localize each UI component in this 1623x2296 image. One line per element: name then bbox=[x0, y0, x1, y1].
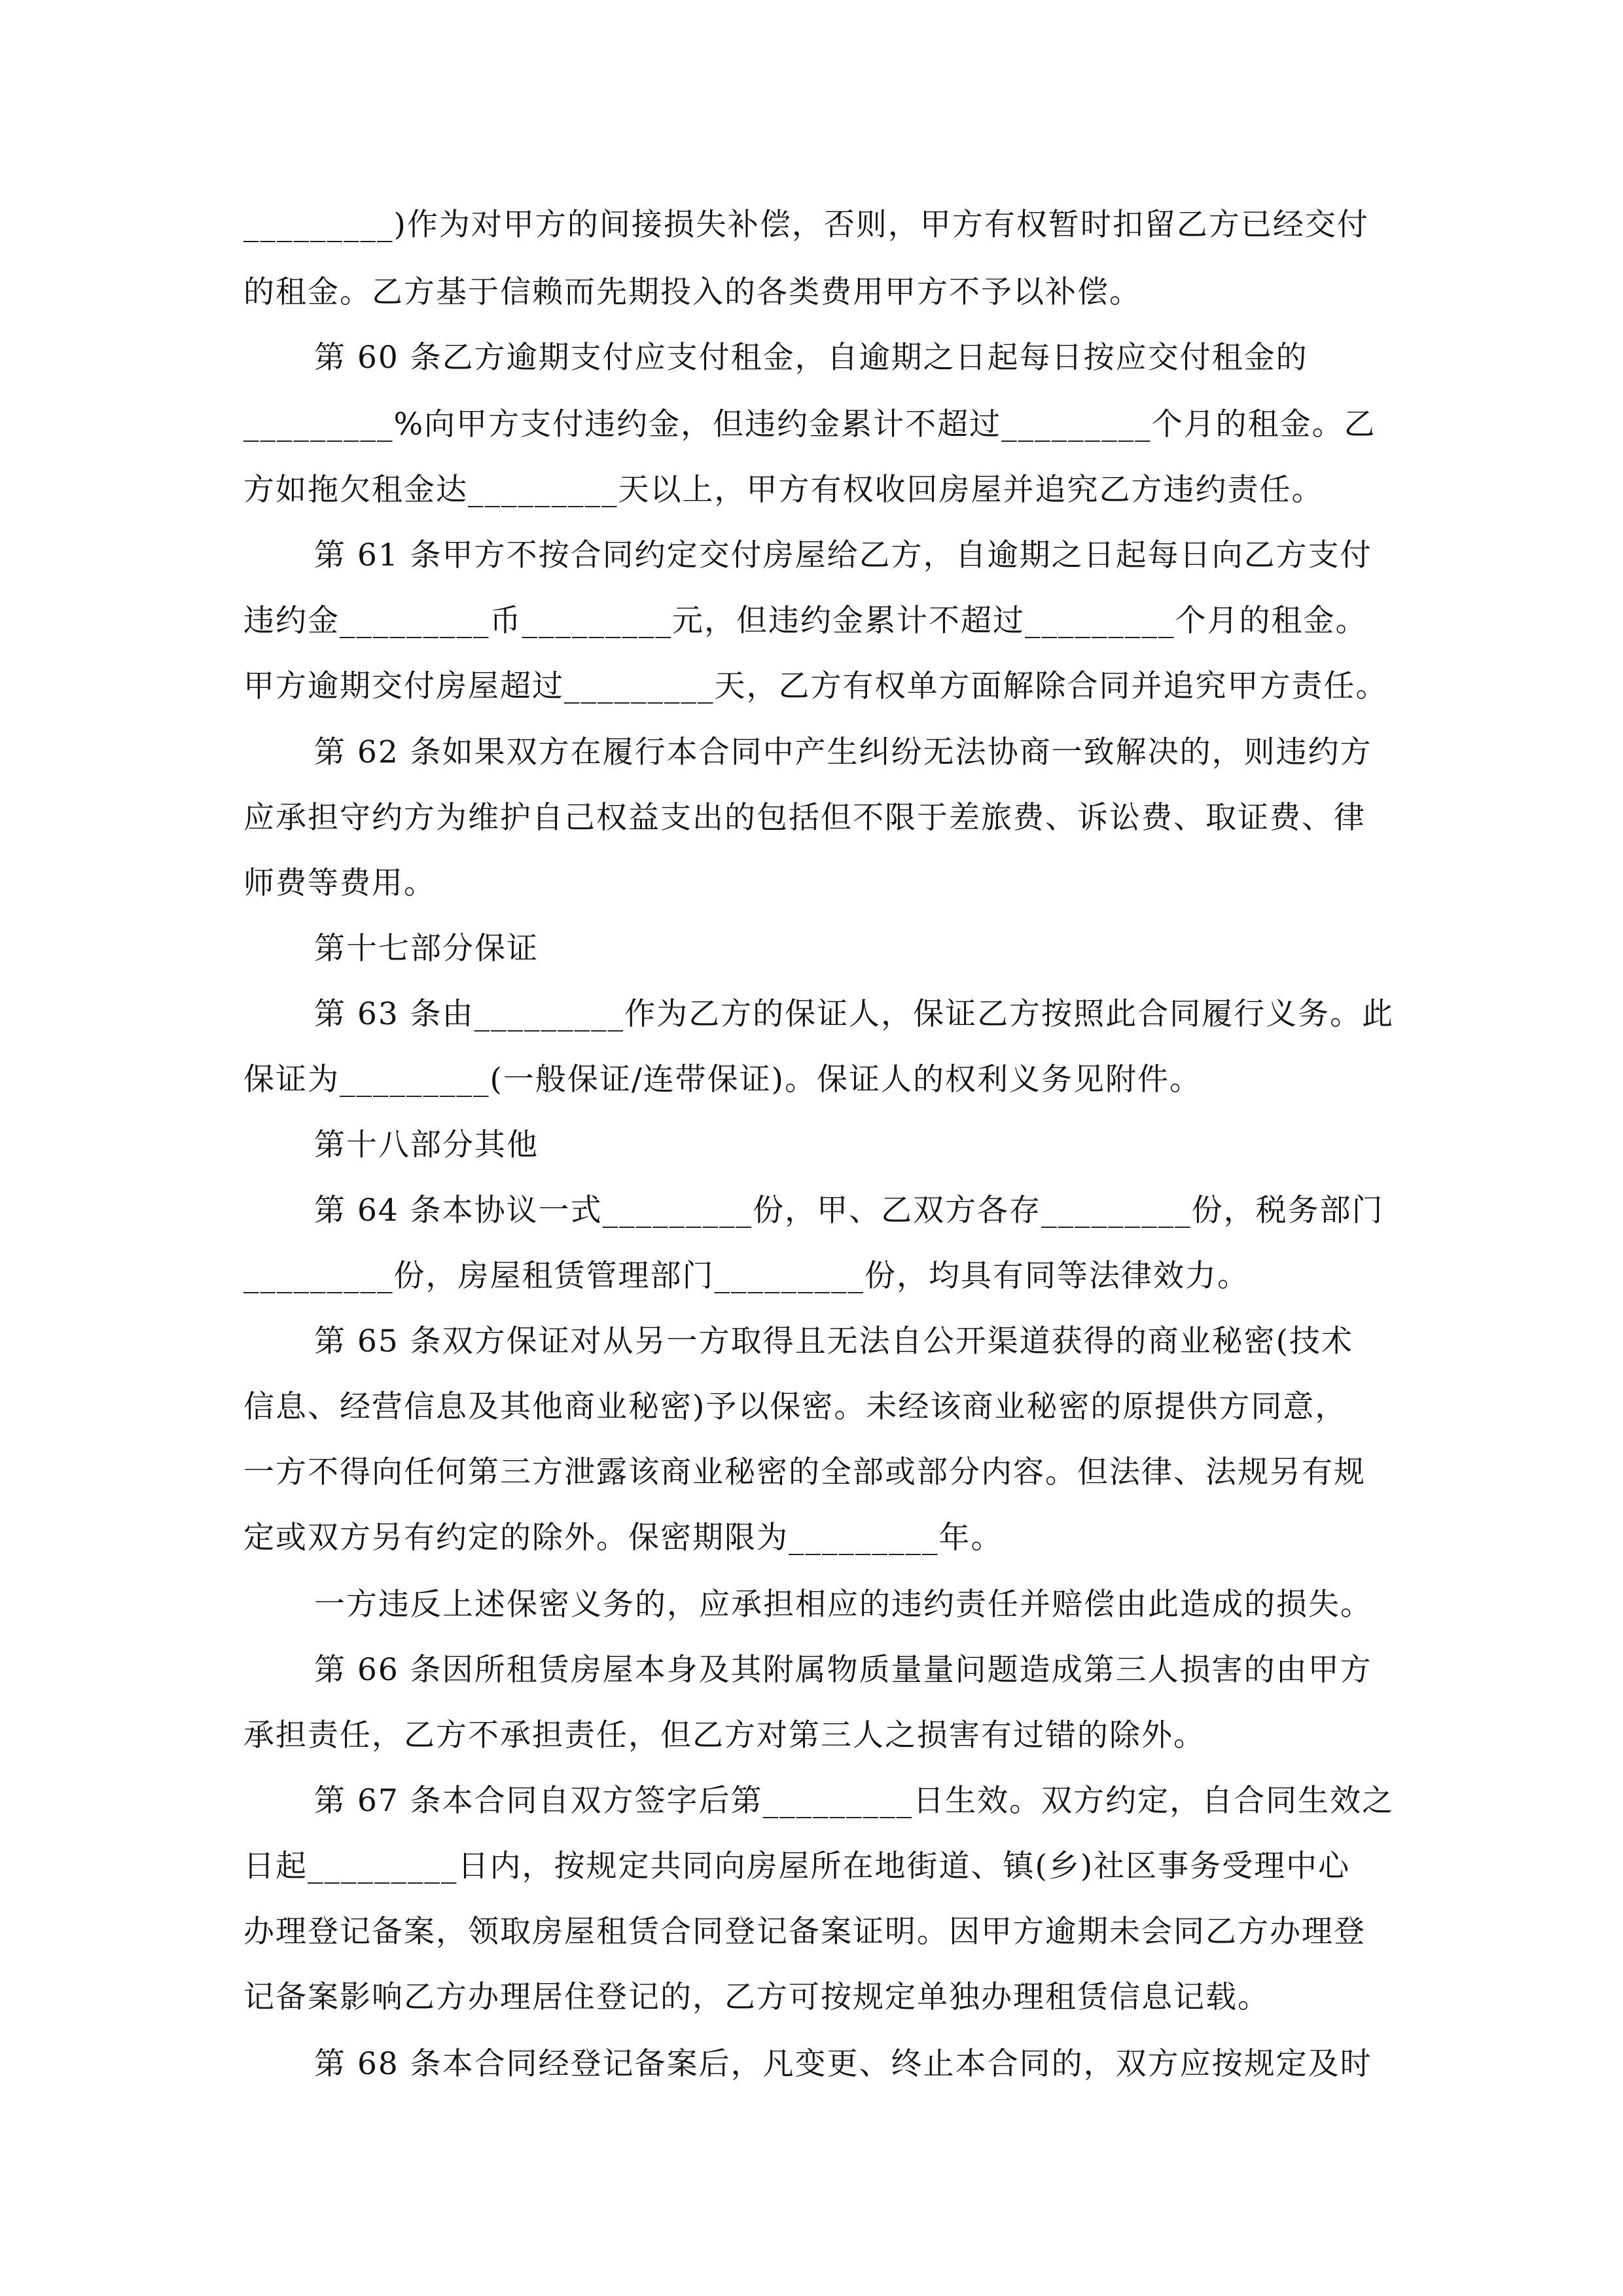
text-line: 违约金_________币_________元，但违约金累计不超过_________个月的租金。 bbox=[243, 603, 1368, 639]
text-line: 承担责任，乙方不承担责任，但乙方对第三人之损害有过错的除外。 bbox=[243, 1717, 1205, 1753]
text-line: 方如拖欠租金达_________天以上，甲方有权收回房屋并追究乙方违约责任。 bbox=[243, 472, 1324, 508]
text-line: 办理登记备案，领取房屋租赁合同登记备案证明。因甲方逾期未会同乙方办理登 bbox=[243, 1914, 1366, 1950]
text-line: 保证为_________(一般保证/连带保证)。保证人的权利义务见附件。 bbox=[243, 1062, 1202, 1098]
text-line: 定或双方另有约定的除外。保密期限为_________年。 bbox=[243, 1520, 1003, 1556]
section-heading: 第十八部分其他 bbox=[314, 1127, 539, 1163]
text-line: 甲方逾期交付房屋超过_________天，乙方有权单方面解除合同并追究甲方责任。 bbox=[243, 668, 1388, 704]
text-line: 第 65 条双方保证对从另一方取得且无法自公开渠道获得的商业秘密(技术 bbox=[314, 1323, 1354, 1359]
text-line: _________%向甲方支付违约金，但违约金累计不超过_________个月的租金。乙 bbox=[243, 406, 1376, 442]
text-line: 一方不得向任何第三方泄露该商业秘密的全部或部分内容。但法律、法规另有规 bbox=[243, 1454, 1366, 1490]
text-line: 记备案影响乙方办理居住登记的，乙方可按规定单独办理租赁信息记载。 bbox=[243, 1979, 1270, 2015]
text-line: 第 68 条本合同经登记备案后，凡变更、终止本合同的，双方应按规定及时 bbox=[314, 2046, 1372, 2082]
text-line: 第 60 条乙方逾期支付应支付租金，自逾期之日起每日按应交付租金的 bbox=[314, 340, 1308, 376]
text-line: 第 62 条如果双方在履行本合同中产生纠纷无法协商一致解决的，则违约方 bbox=[314, 734, 1372, 770]
text-line: 第 67 条本合同自双方签字后第_________日生效。双方约定，自合同生效之 bbox=[314, 1783, 1395, 1819]
text-line: _________)作为对甲方的间接损失补偿，否则，甲方有权暂时扣留乙方已经交付 bbox=[243, 207, 1369, 243]
text-line: 信息、经营信息及其他商业秘密)予以保密。未经该商业秘密的原提供方同意， bbox=[243, 1389, 1347, 1425]
text-line: 师费等费用。 bbox=[243, 865, 436, 901]
text-line: 第 61 条甲方不按合同约定交付房屋给乙方，自逾期之日起每日向乙方支付 bbox=[314, 537, 1372, 573]
section-heading: 第十七部分保证 bbox=[314, 931, 539, 967]
text-line: 应承担守约方为维护自己权益支出的包括但不限于差旅费、诉讼费、取证费、律 bbox=[243, 800, 1366, 836]
text-line: 第 63 条由_________作为乙方的保证人，保证乙方按照此合同履行义务。此 bbox=[314, 996, 1395, 1032]
text-line: _________份，房屋租赁管理部门_________份，均具有同等法律效力。 bbox=[243, 1258, 1249, 1294]
text-line: 第 66 条因所租赁房屋本身及其附属物质量量问题造成第三人损害的由甲方 bbox=[314, 1652, 1372, 1688]
text-line: 的租金。乙方基于信赖而先期投入的各类费用甲方不予以补偿。 bbox=[243, 274, 1141, 310]
text-line: 第 64 条本协议一式_________份，甲、乙双方各存_________份，税务部门 bbox=[314, 1193, 1384, 1229]
text-line: 一方违反上述保密义务的，应承担相应的违约责任并赔偿由此造成的损失。 bbox=[314, 1587, 1372, 1623]
text-line: 日起_________日内，按规定共同向房屋所在地街道、镇(乡)社区事务受理中心 bbox=[243, 1848, 1351, 1884]
